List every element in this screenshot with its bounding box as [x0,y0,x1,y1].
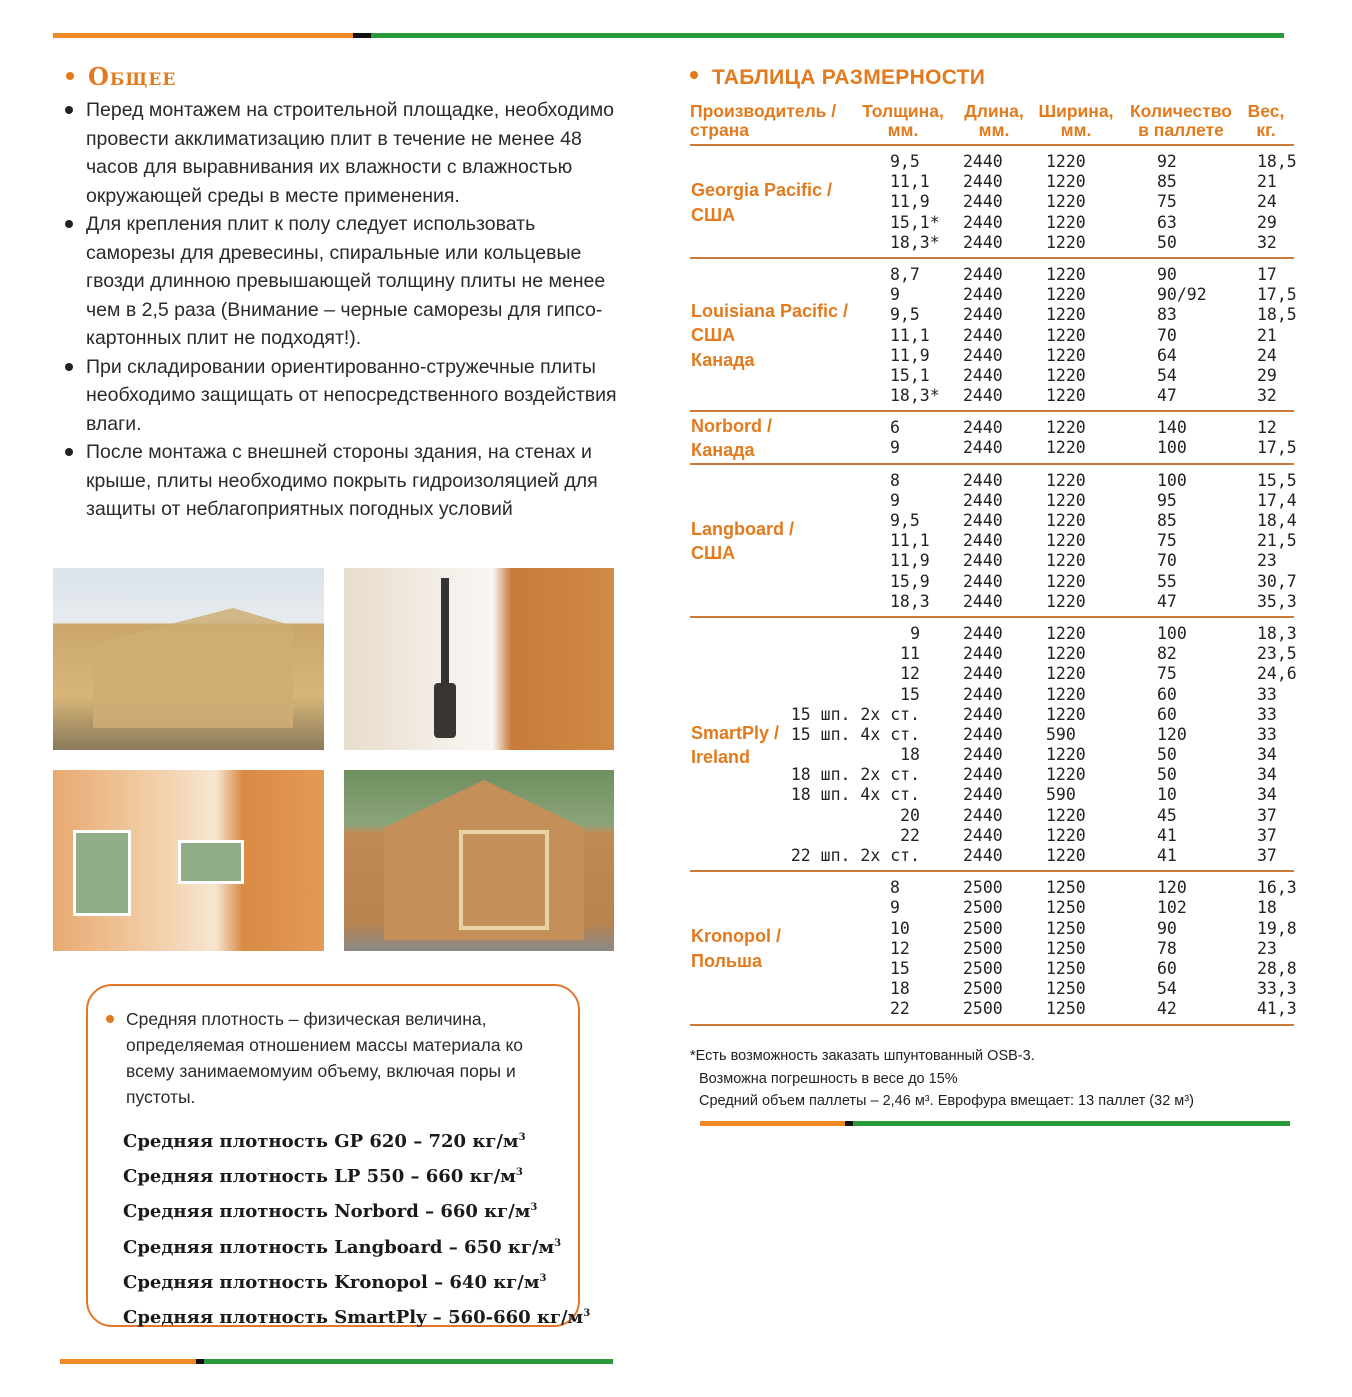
thickness-cell: 9,5 [890,511,920,530]
weight-cell: 17,5 [1257,438,1297,458]
header-maker: Производитель / страна [690,101,837,140]
table-row [690,705,1294,725]
qty-cell: 100 [1157,470,1187,490]
bottom-left-divider-rule [60,1359,613,1364]
thickness-cell: 15 [890,958,910,978]
thickness-cell: 9 [890,285,900,305]
width-cell: 1220 [1046,551,1086,571]
table-row [690,745,1294,765]
length-cell: 2440 [963,846,1003,865]
width-cell: 1220 [1046,490,1086,510]
qty-cell: 64 [1157,345,1177,365]
length-cell: 2440 [963,285,1003,305]
qty-cell: 70 [1157,325,1177,345]
table-row [690,551,1294,571]
table-row [690,233,1294,253]
width-cell: 1220 [1046,511,1086,530]
width-cell: 1220 [1046,305,1086,325]
length-cell: 2440 [963,418,1003,438]
thickness-cell: 15,9 [890,571,930,591]
footnote: *Есть возможность заказать шпунтованный OSB-3. [690,1048,1035,1064]
table-row [690,531,1297,551]
length-cell: 2440 [963,704,1003,724]
header-qty: Количество в паллете [1130,101,1232,140]
length-cell: 2440 [963,724,1003,744]
thickness-cell: 12 [900,664,920,684]
qty-cell: 95 [1157,490,1177,510]
thickness-cell: 15 шп. 2х ст. [790,704,920,724]
weight-cell: 35,3 [1257,591,1297,611]
length-cell: 2440 [963,825,1003,845]
length-cell: 2500 [963,979,1003,999]
length-cell: 2440 [963,192,1003,212]
weight-cell: 24 [1257,192,1277,212]
weight-cell: 34 [1257,785,1277,805]
bullet-icon [66,72,74,80]
thickness-cell: 12 [890,938,910,958]
list-item: При складировании ориентированно-стружечные плиты необходимо защищать от непосредственного воздействия влаги. [62,353,622,439]
table-row [690,958,1297,979]
thickness-cell: 8 [890,878,900,898]
qty-cell: 47 [1157,591,1177,611]
width-cell: 1220 [1046,418,1086,438]
width-cell: 1220 [1046,470,1086,490]
thickness-cell: 18 шп. 2х ст. [790,765,920,785]
table-header [690,100,1294,146]
density-item: Средняя плотность Langboard – 650 $кг/м^3$ [123,1236,562,1258]
table-row [690,366,1294,386]
manufacturer-group [690,618,1297,872]
table-row [690,305,1297,325]
qty-cell: 54 [1157,979,1177,999]
density-item: Средняя плотность GP 620 – 720 $кг/м^3$ [123,1131,526,1152]
qty-cell: 63 [1157,212,1177,232]
qty-cell: 140 [1157,418,1187,438]
length-cell: 2440 [963,438,1003,458]
width-cell: 1220 [1046,152,1086,171]
table-row [690,152,1297,172]
width-cell: 1250 [1046,898,1086,918]
thickness-cell: 18 [900,745,920,765]
length-cell: 2440 [963,623,1003,643]
qty-cell: 75 [1157,664,1177,684]
density-item: Средняя плотность SmartPly – 560-660 $кг/м^3$ [123,1307,591,1329]
manufacturer-group [690,146,1297,259]
weight-cell: 37 [1257,846,1277,865]
length-cell: 2440 [963,571,1003,591]
density-list [123,1122,590,1333]
table-row [690,213,1294,233]
weight-cell: 24,6 [1257,664,1297,684]
width-cell: 1220 [1046,571,1086,591]
table-row [690,326,1294,346]
weight-cell: 23 [1257,551,1277,571]
table-row [690,571,1297,592]
thickness-cell: 9 [890,490,900,510]
header-length: Длина, мм. [964,101,1024,140]
qty-cell: 90 [1157,918,1177,938]
manufacturer-group [690,259,1297,412]
width-cell: 1250 [1046,958,1086,978]
length-cell: 2440 [963,745,1003,765]
weight-cell: 29 [1257,365,1277,385]
weight-cell: 19,8 [1257,918,1297,938]
table-row [690,623,1297,644]
width-cell: 1220 [1046,192,1086,212]
weight-cell: 30,7 [1257,571,1297,591]
table-row [690,878,1297,898]
table-row [690,826,1294,846]
width-cell: 1250 [1046,878,1086,898]
table-row [690,725,1294,745]
list-item: После монтажа с внешней стороны здания, на стенах и крыше, плиты необходимо покрыть гидроизоляцией для защиты от неблагоприятных погодных условий [62,438,622,524]
osb-shed-photo [344,770,614,951]
thickness-cell: 15,1* [890,212,940,232]
footnote: Возможна погрешность в весе до 15% [699,1070,958,1087]
width-cell: 1250 [1046,938,1086,958]
width-cell: 1220 [1046,623,1086,643]
qty-cell: 70 [1157,551,1177,571]
table-row [690,265,1294,285]
weight-cell: 37 [1257,825,1277,845]
table-row [690,898,1294,918]
bottom-right-divider-rule [700,1121,1290,1126]
density-item: Средняя плотность Kronopol – 640 $кг/м^3$ [123,1271,547,1293]
width-cell: 1220 [1046,805,1086,825]
length-cell: 2440 [963,511,1003,530]
width-cell: 590 [1046,724,1076,744]
qty-cell: 50 [1157,232,1177,252]
table-row [690,979,1297,999]
manufacturer-label: Norbord / Канада [691,415,772,461]
length-cell: 2440 [963,765,1003,785]
width-cell: 1220 [1046,591,1086,611]
thickness-cell: 11,1 [890,531,930,551]
table-row [690,192,1294,212]
weight-cell: 34 [1257,745,1277,765]
qty-cell: 60 [1157,958,1177,978]
interior-stove-shelves-photo [344,568,614,750]
general-section-title: Общее [66,62,176,91]
thickness-cell: 9 [910,623,920,643]
length-cell: 2440 [963,644,1003,664]
density-info-box [86,984,591,1329]
header-weight: Вес, кг. [1247,101,1285,140]
thickness-cell: 22 шп. 2х ст. [790,846,920,865]
thickness-cell: 8,7 [890,264,920,284]
thickness-cell: 11,9 [890,345,930,365]
dimension-table [690,100,1297,1026]
manufacturer-label: Langboard / США [691,518,794,564]
weight-cell: 18,4 [1257,511,1297,530]
table-row [690,285,1297,305]
weight-cell: 17,4 [1257,490,1297,510]
width-cell: 1220 [1046,745,1086,765]
thickness-cell: 22 [900,825,920,845]
qty-cell: 54 [1157,365,1177,385]
table-row [690,999,1297,1019]
weight-cell: 34 [1257,765,1277,785]
weight-cell: 33 [1257,704,1277,724]
thickness-cell: 11,1 [890,172,930,192]
width-cell: 1220 [1046,345,1086,365]
thickness-cell: 15 шп. 4х ст. [790,724,920,744]
table-row [690,685,1294,705]
table-row [690,490,1297,511]
qty-cell: 45 [1157,805,1177,825]
width-cell: 1220 [1046,644,1086,664]
thickness-cell: 11 [900,644,920,664]
qty-cell: 50 [1157,765,1177,785]
weight-cell: 18 [1257,898,1277,918]
qty-cell: 41 [1157,825,1177,845]
thickness-cell: 9 [890,898,900,918]
interior-shelves-window-photo [53,770,324,951]
width-cell: 1220 [1046,172,1086,192]
bullet-icon [690,71,698,79]
house-frame-construction-photo [53,568,324,750]
length-cell: 2440 [963,172,1003,192]
table-row [690,591,1297,612]
table-row [690,644,1297,664]
qty-cell: 85 [1157,172,1177,192]
weight-cell: 16,3 [1257,878,1297,898]
weight-cell: 15,5 [1257,470,1297,490]
table-row [690,172,1294,192]
length-cell: 2440 [963,470,1003,490]
weight-cell: 28,8 [1257,958,1297,978]
length-cell: 2500 [963,898,1003,918]
weight-cell: 17 [1257,264,1277,284]
length-cell: 2440 [963,684,1003,704]
qty-cell: 42 [1157,999,1177,1019]
manufacturer-group [690,412,1297,464]
length-cell: 2440 [963,305,1003,325]
weight-cell: 21 [1257,172,1277,192]
thickness-cell: 11,9 [890,551,930,571]
length-cell: 2440 [963,490,1003,510]
thickness-cell: 15 [900,684,920,704]
width-cell: 1220 [1046,325,1086,345]
length-cell: 2440 [963,805,1003,825]
qty-cell: 10 [1157,785,1177,805]
weight-cell: 18,5 [1257,305,1297,325]
bullet-icon [106,1015,114,1023]
list-item: Перед монтажем на строительной площадке, необходимо провести акклиматизацию плит в течение не менее 48 часов для выравнивания их влажности с влажностью окружающей среды в месте применения. [62,96,622,210]
table-row [690,346,1294,366]
length-cell: 2440 [963,531,1003,551]
qty-cell: 83 [1157,305,1177,325]
qty-cell: 55 [1157,571,1177,591]
thickness-cell: 18 [890,979,910,999]
thickness-cell: 18 шп. 4х ст. [790,785,920,805]
thickness-cell: 18,3 [890,591,930,611]
length-cell: 2440 [963,325,1003,345]
thickness-cell: 6 [890,418,900,438]
weight-cell: 18,5 [1257,152,1297,171]
thickness-cell: 22 [890,999,910,1019]
thickness-cell: 11,1 [890,325,930,345]
width-cell: 1250 [1046,999,1086,1019]
table-row [690,511,1297,531]
weight-cell: 12 [1257,418,1277,438]
weight-cell: 41,3 [1257,999,1297,1019]
width-cell: 1220 [1046,232,1086,252]
manufacturer-label: SmartPly / Ireland [691,722,780,768]
qty-cell: 102 [1157,898,1187,918]
table-row [690,470,1297,491]
weight-cell: 18,3 [1257,623,1297,643]
weight-cell: 33 [1257,724,1277,744]
length-cell: 2440 [963,264,1003,284]
table-row [690,785,1294,805]
manufacturer-label: Kronopol / Польша [691,926,781,971]
table-footnotes [690,1045,1194,1113]
manufacturer-label: Georgia Pacific / США [691,180,833,225]
thickness-cell: 8 [890,470,900,490]
weight-cell: 29 [1257,212,1277,232]
length-cell: 2500 [963,938,1003,958]
weight-cell: 37 [1257,805,1277,825]
width-cell: 590 [1046,785,1076,805]
qty-cell: 78 [1157,938,1177,958]
weight-cell: 33,3 [1257,979,1297,999]
density-item: Средняя плотность LP 550 – 660 $кг/м^3$ [123,1166,523,1188]
width-cell: 1220 [1046,386,1086,406]
table-row [690,664,1297,684]
manufacturer-label: Louisiana Pacific / США Канада [691,300,849,370]
weight-cell: 21 [1257,325,1277,345]
length-cell: 2440 [963,212,1003,232]
qty-cell: 120 [1157,878,1187,898]
density-definition: Средняя плотность – физическая величина, определяемая отношением массы материала ко всему занимаемомуим объему, включая поры и пустоты. [126,1006,556,1110]
thickness-cell: 20 [900,805,920,825]
weight-cell: 23 [1257,938,1277,958]
table-row [690,418,1294,438]
list-item: Для крепления плит к полу следует использовать саморезы для древесины, спиральные или кольцевые гвозди длинною превышающей толщину плиты не менее чем в 2,5 раза (Внимание – черные саморезы для гипсо-картонных плит не подходят!). [62,210,622,353]
thickness-cell: 9,5 [890,305,920,325]
qty-cell: 41 [1157,846,1177,865]
footnote: Средний объем паллеты – 2,46 м³. Еврофура вмещает: 13 паллет (32 м³) [699,1093,1194,1109]
thickness-cell: 11,9 [890,192,930,212]
table-row [690,386,1294,406]
thickness-cell: 15,1 [890,365,930,385]
length-cell: 2440 [963,551,1003,571]
table-row [690,846,1294,866]
width-cell: 1220 [1046,365,1086,385]
width-cell: 1220 [1046,285,1086,305]
weight-cell: 21,5 [1257,531,1297,551]
thickness-cell: 18,3* [890,386,940,406]
qty-cell: 75 [1157,192,1177,212]
qty-cell: 47 [1157,386,1177,406]
table-section-title: ТАБЛИЦА РАЗМЕРНОСТИ [690,66,985,90]
manufacturer-group [690,465,1297,618]
thickness-cell: 9 [890,438,900,458]
width-cell: 1220 [1046,765,1086,785]
qty-cell: 120 [1157,724,1187,744]
qty-cell: 82 [1157,644,1177,664]
weight-cell: 23,5 [1257,644,1297,664]
qty-cell: 100 [1157,438,1187,458]
table-row [690,939,1294,959]
length-cell: 2440 [963,785,1003,805]
thickness-cell: 18,3* [890,232,940,252]
header-width: Ширина, мм. [1038,101,1114,140]
table-row [690,765,1294,785]
length-cell: 2440 [963,664,1003,684]
width-cell: 1220 [1046,264,1086,284]
qty-cell: 50 [1157,745,1177,765]
qty-cell: 85 [1157,511,1177,530]
width-cell: 1220 [1046,212,1086,232]
weight-cell: 24 [1257,345,1277,365]
general-bullet-list [62,96,622,524]
length-cell: 2500 [963,918,1003,938]
length-cell: 2440 [963,365,1003,385]
width-cell: 1220 [1046,438,1086,458]
qty-cell: 100 [1157,623,1187,643]
qty-cell: 92 [1157,152,1177,171]
table-row [690,806,1294,826]
weight-cell: 32 [1257,232,1277,252]
weight-cell: 17,5 [1257,285,1297,305]
length-cell: 2500 [963,878,1003,898]
length-cell: 2440 [963,345,1003,365]
length-cell: 2440 [963,591,1003,611]
qty-cell: 90/92 [1157,285,1207,305]
qty-cell: 60 [1157,704,1177,724]
width-cell: 1220 [1046,704,1086,724]
manufacturer-group [690,872,1297,1025]
thickness-cell: 9,5 [890,152,920,171]
length-cell: 2440 [963,152,1003,171]
table-row [690,918,1297,939]
header-thickness: Толщина, мм. [862,101,944,140]
width-cell: 1220 [1046,684,1086,704]
top-divider-rule [53,33,1284,38]
qty-cell: 60 [1157,684,1177,704]
qty-cell: 75 [1157,531,1177,551]
width-cell: 1220 [1046,664,1086,684]
weight-cell: 33 [1257,684,1277,704]
weight-cell: 32 [1257,386,1277,406]
density-item: Средняя плотность Norbord – 660 $кг/м^3$ [123,1201,538,1223]
length-cell: 2440 [963,386,1003,406]
width-cell: 1220 [1046,531,1086,551]
length-cell: 2440 [963,232,1003,252]
qty-cell: 90 [1157,264,1177,284]
width-cell: 1250 [1046,979,1086,999]
width-cell: 1250 [1046,918,1086,938]
width-cell: 1220 [1046,825,1086,845]
length-cell: 2500 [963,958,1003,978]
thickness-cell: 10 [890,918,910,938]
length-cell: 2500 [963,999,1003,1019]
table-row [690,438,1297,458]
width-cell: 1220 [1046,846,1086,865]
